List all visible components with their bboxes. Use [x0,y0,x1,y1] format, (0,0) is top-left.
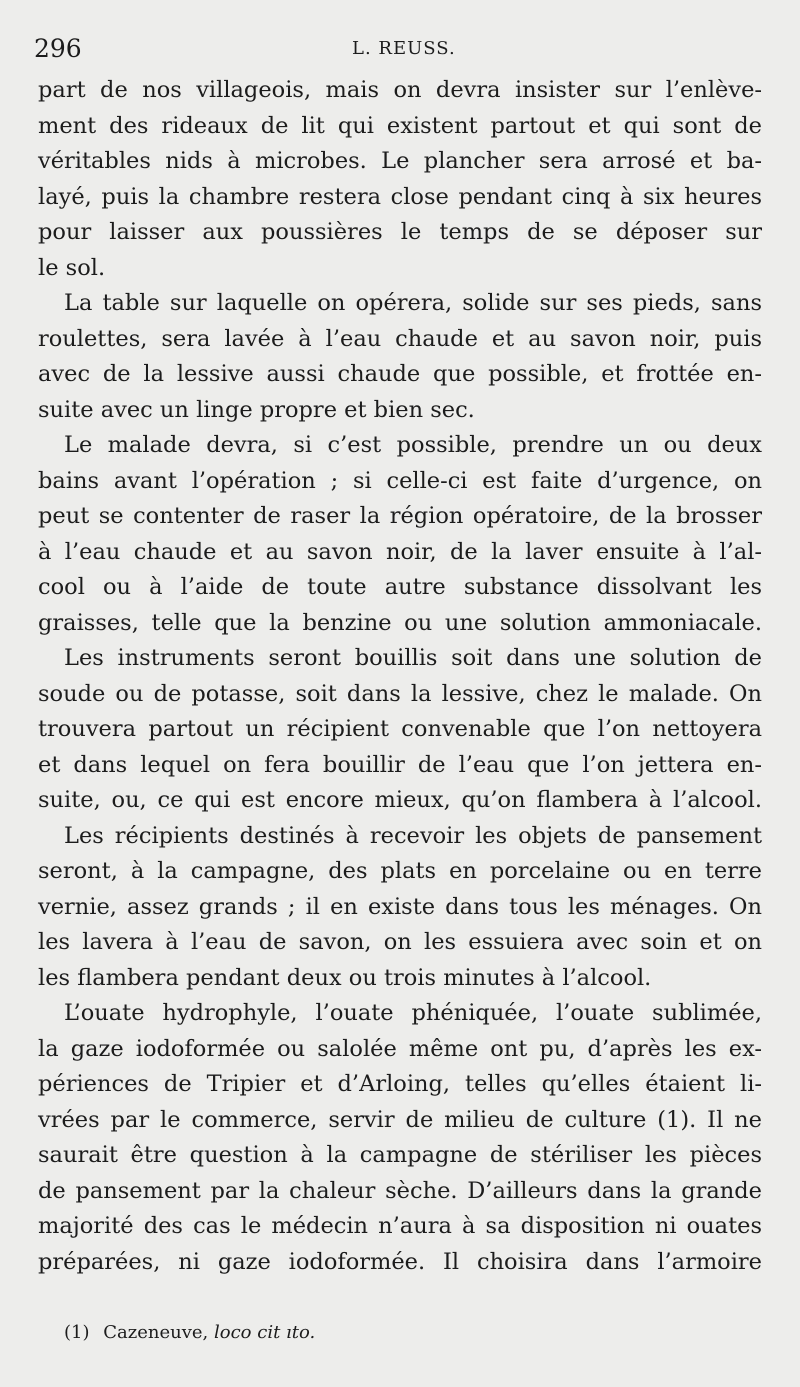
text-line: trouvera partout un récipient convenable que l’on nettoyera [38,716,762,742]
text-line: véritables nids à microbes. Le plancher sera arrosé et ba- [38,148,762,174]
text-line: part de nos villageois, mais on devra insister sur l’enlève- [38,77,762,103]
body-text [38,73,762,1280]
text-line: vernie, assez grands ; il en existe dans tous les ménages. On [38,893,762,920]
text-line: La table sur laquelle on opérera, solide sur ses pieds, sans [64,290,762,316]
text-line: la gaze iodoformée ou salolée même ont pu, d’après les ex- [38,1035,762,1062]
page-number: 296 [34,34,82,63]
running-head: L. REUSS. [352,38,456,59]
text-line: graisses, telle que la benzine ou une solution ammoniacale. [38,609,762,636]
text-line: à l’eau chaude et au savon noir, de la laver ensuite à l’al- [38,538,762,565]
text-line: layé, puis la chambre restera close pendant cinq à six heures [38,183,762,210]
footnote-mark: (1) [64,1322,90,1343]
text-line: le sol. [38,254,106,281]
text-line: seront, à la campagne, des plats en porcelaine ou en terre [38,858,762,884]
text-line: peut se contenter de raser la région opératoire, de la brosser [38,503,762,529]
text-line: avec de la lessive aussi chaude que possible, et frottée en- [38,361,762,387]
text-line: suite avec un linge propre et bien sec. [38,396,475,423]
text-line: de pansement par la chaleur sèche. D’ailleurs dans la grande [38,1177,762,1204]
text-line: saurait être question à la campagne de stériliser les pièces [38,1142,762,1168]
text-line: ment des rideaux de lit qui existent partout et qui sont de [38,112,762,139]
text-line: périences de Tripier et d’Arloing, telles qu’elles étaient li- [38,1071,762,1097]
footnote-author: Cazeneuve, [103,1322,209,1343]
page-header [34,34,764,68]
text-line: Le malade devra, si c’est possible, prendre un ou deux [64,432,762,458]
text-line: pour laisser aux poussières le temps de se déposer sur [38,219,762,245]
text-line: soude ou de potasse, soit dans la lessive, chez le malade. On [38,680,762,707]
text-line: bains avant l’opération ; si celle-ci est faite d’urgence, on [38,467,762,494]
text-line: vrées par le commerce, servir de milieu de culture (1). Il ne [38,1106,762,1133]
text-line: et dans lequel on fera bouillir de l’eau que l’on jettera en- [38,751,762,778]
text-line: Les récipients destinés à recevoir les objets de pansement [64,822,762,849]
footnote [64,1322,315,1343]
footnote-location: loco cit ıto. [214,1322,316,1343]
text-line: préparées, ni gaze iodoformée. Il choisira dans l’armoire [38,1248,762,1275]
text-line: Les instruments seront bouillis soit dans une solution de [64,645,762,671]
text-line: majorité des cas le médecin n’aura à sa disposition ni ouates [38,1213,762,1239]
text-line: roulettes, sera lavée à l’eau chaude et au savon noir, puis [38,325,762,352]
text-line: les lavera à l’eau de savon, on les essuiera avec soin et on [38,929,762,955]
text-line: les flambera pendant deux ou trois minutes à l’alcool. [38,964,652,991]
text-line: L’ouate hydrophyle, l’ouate phéniquée, l’ouate sublimée, [64,1000,762,1026]
text-line: suite, ou, ce qui est encore mieux, qu’on flambera à l’alcool. [38,787,762,813]
text-line: cool ou à l’aide de toute autre substance dissolvant les [38,574,762,600]
